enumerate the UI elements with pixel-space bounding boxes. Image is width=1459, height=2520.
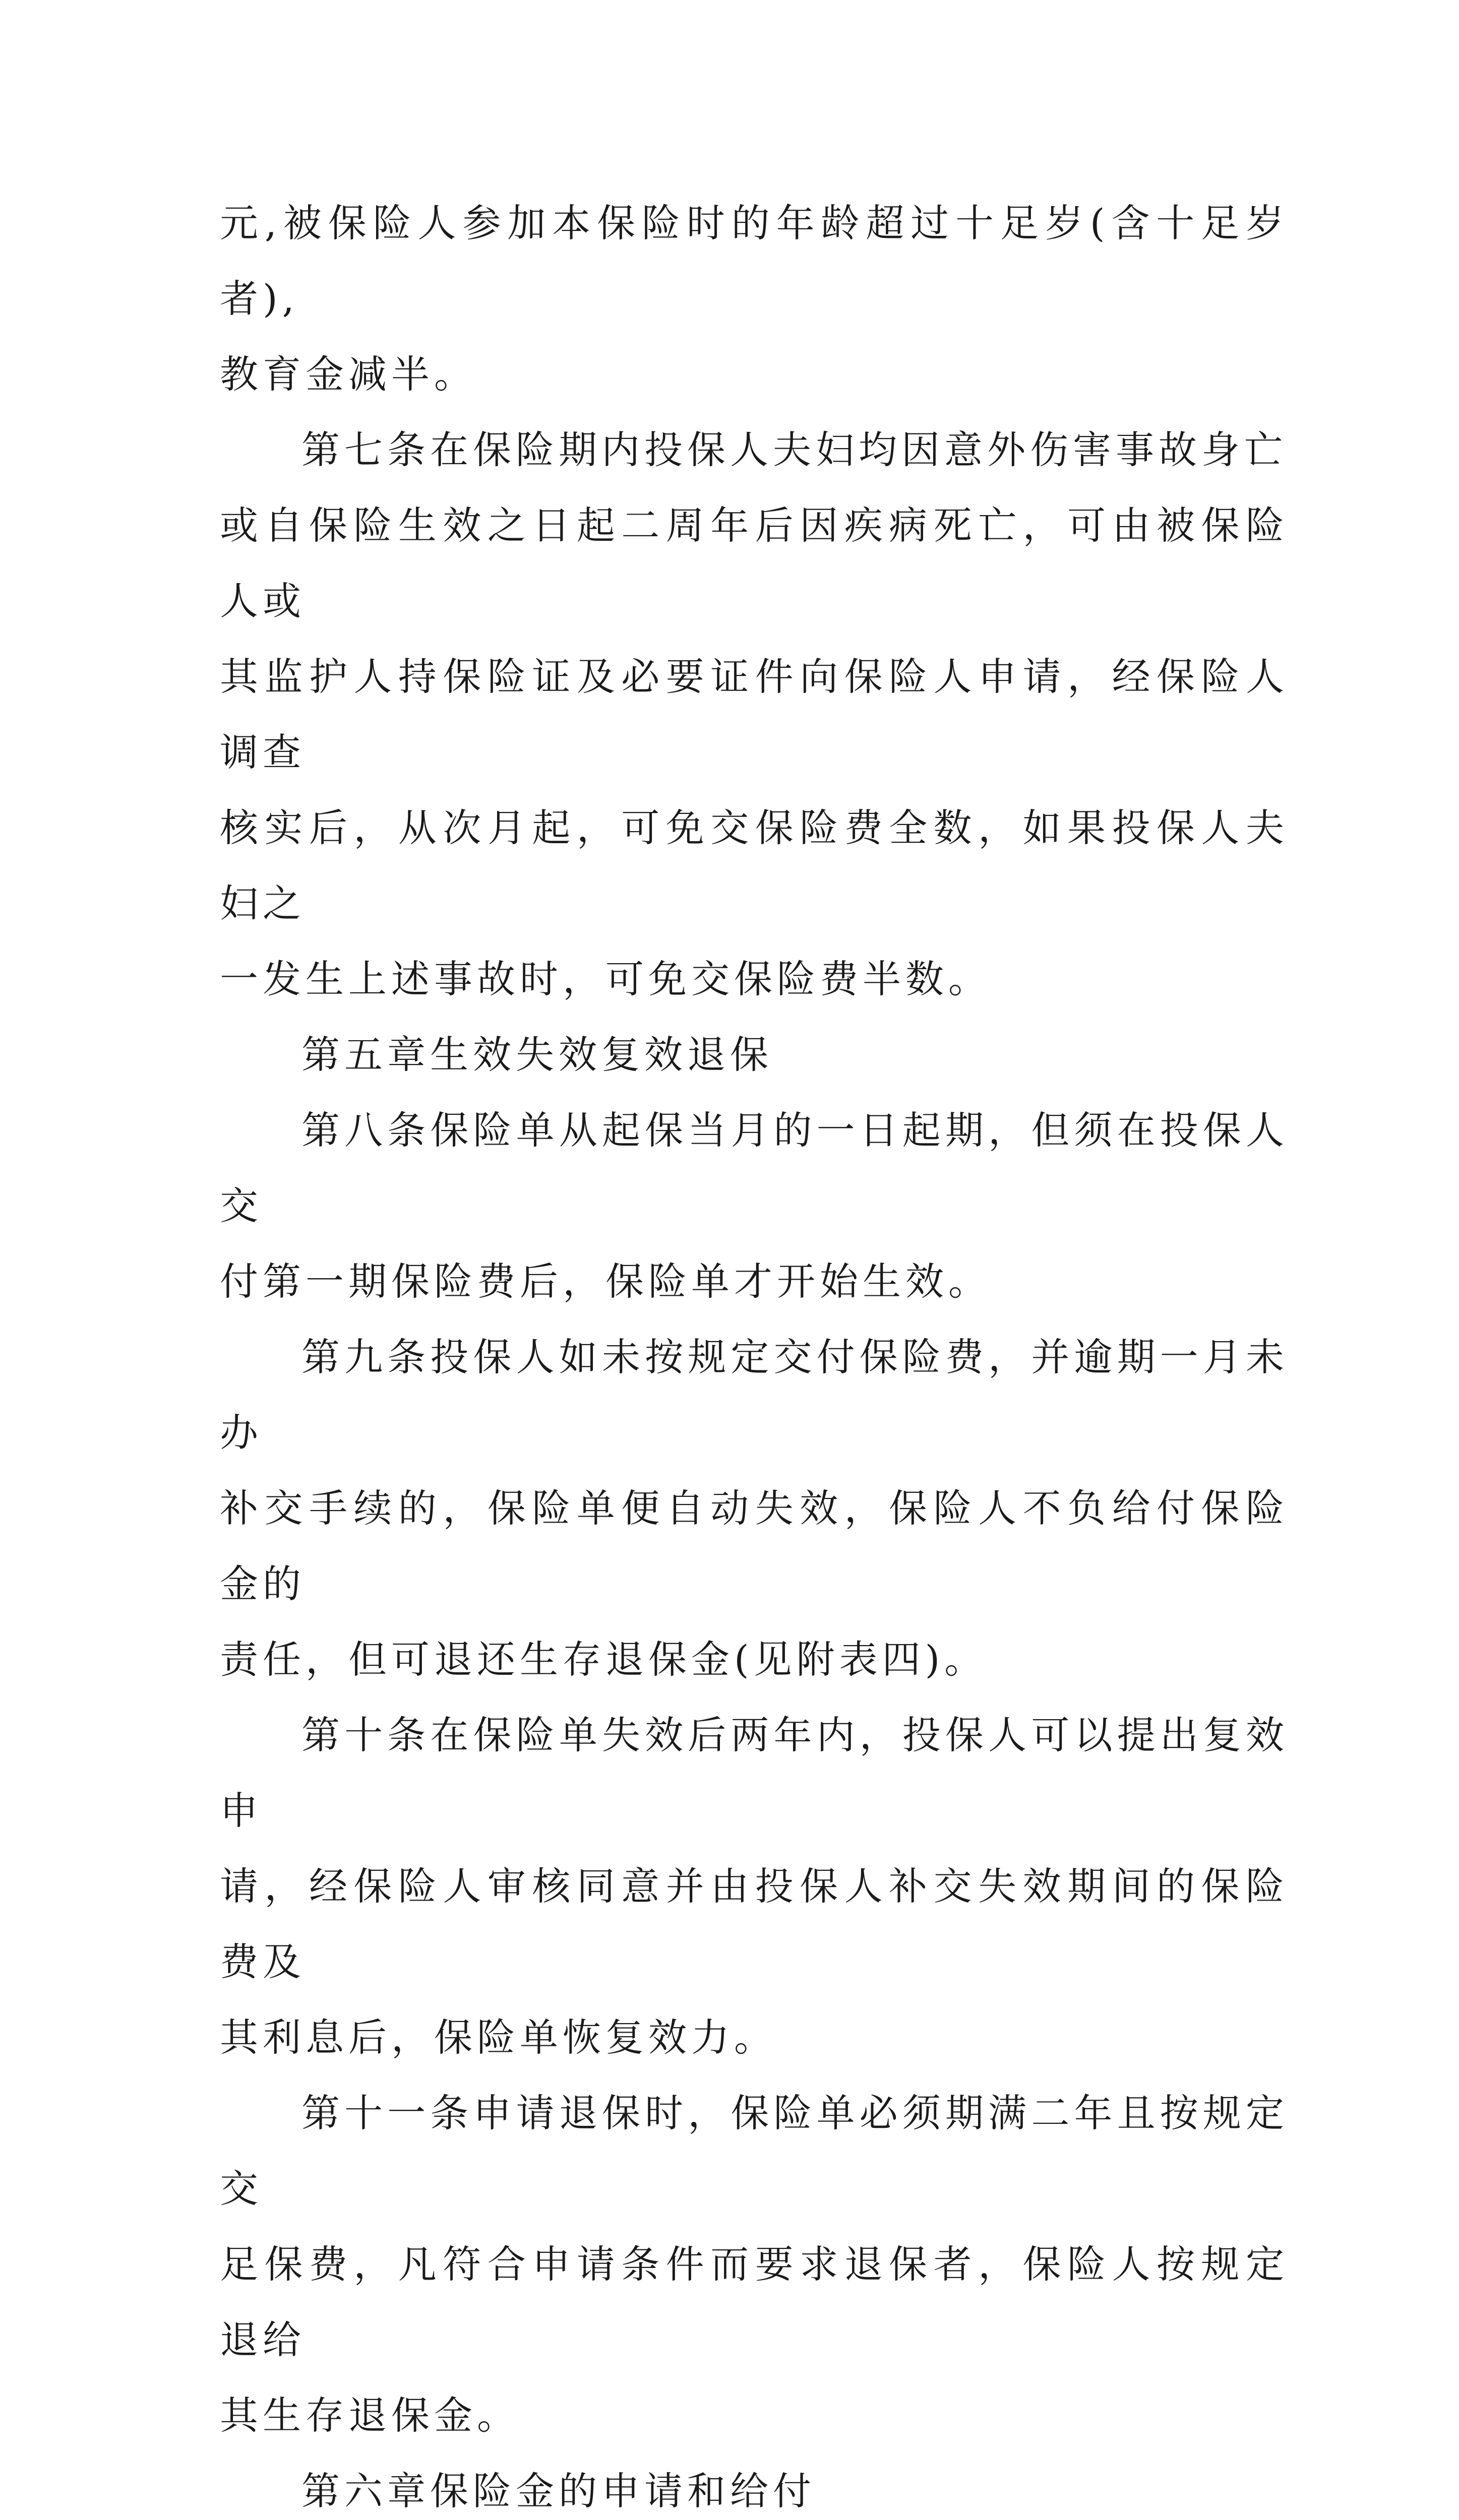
document-body — [220, 185, 1289, 2520]
chapter-heading-6: 第六章保险金的申请和给付 — [301, 2469, 816, 2513]
paragraph-article-7: 第七条在保险期内投保人夫妇均因意外伤害事故身亡 或自保险生效之日起二周年后因疾病死亡，可由被保险人或 其监护人持保险证及必要证件向保险人申请，经保险人调查 核实后，从次月起，可免交保险费全数，如果投保人夫妇之 一发生上述事故时，可免交保险费半数。 — [220, 427, 1289, 1001]
paragraph-article-11: 第十一条申请退保时，保险单必须期满二年且按规定交 足保费，凡符合申请条件而要求退保者，保险人按规定退给 其生存退保金。 — [220, 2091, 1289, 2438]
paragraph-article-8: 第八条保险单从起保当月的一日起期，但须在投保人交 付第一期保险费后，保险单才开始生效。 — [220, 1108, 1289, 1304]
paragraph-article-10: 第十条在保险单失效后两年内，投保人可以提出复效申 请，经保险人审核同意并由投保人补交失效期间的保险费及 其利息后，保险单恢复效力。 — [220, 1713, 1289, 2060]
paragraph-continuation: 元,被保险人参加本保险时的年龄超过十足岁(含十足岁者), 教育金减半。 — [220, 201, 1289, 397]
chapter-heading-5: 第五章生效失效复效退保 — [301, 1032, 773, 1077]
paragraph-article-9: 第九条投保人如未按规定交付保险费，并逾期一月未办 补交手续的，保险单便自动失效，保险人不负给付保险金的 责任，但可退还生存退保金(见附表四)。 — [220, 1335, 1289, 1682]
